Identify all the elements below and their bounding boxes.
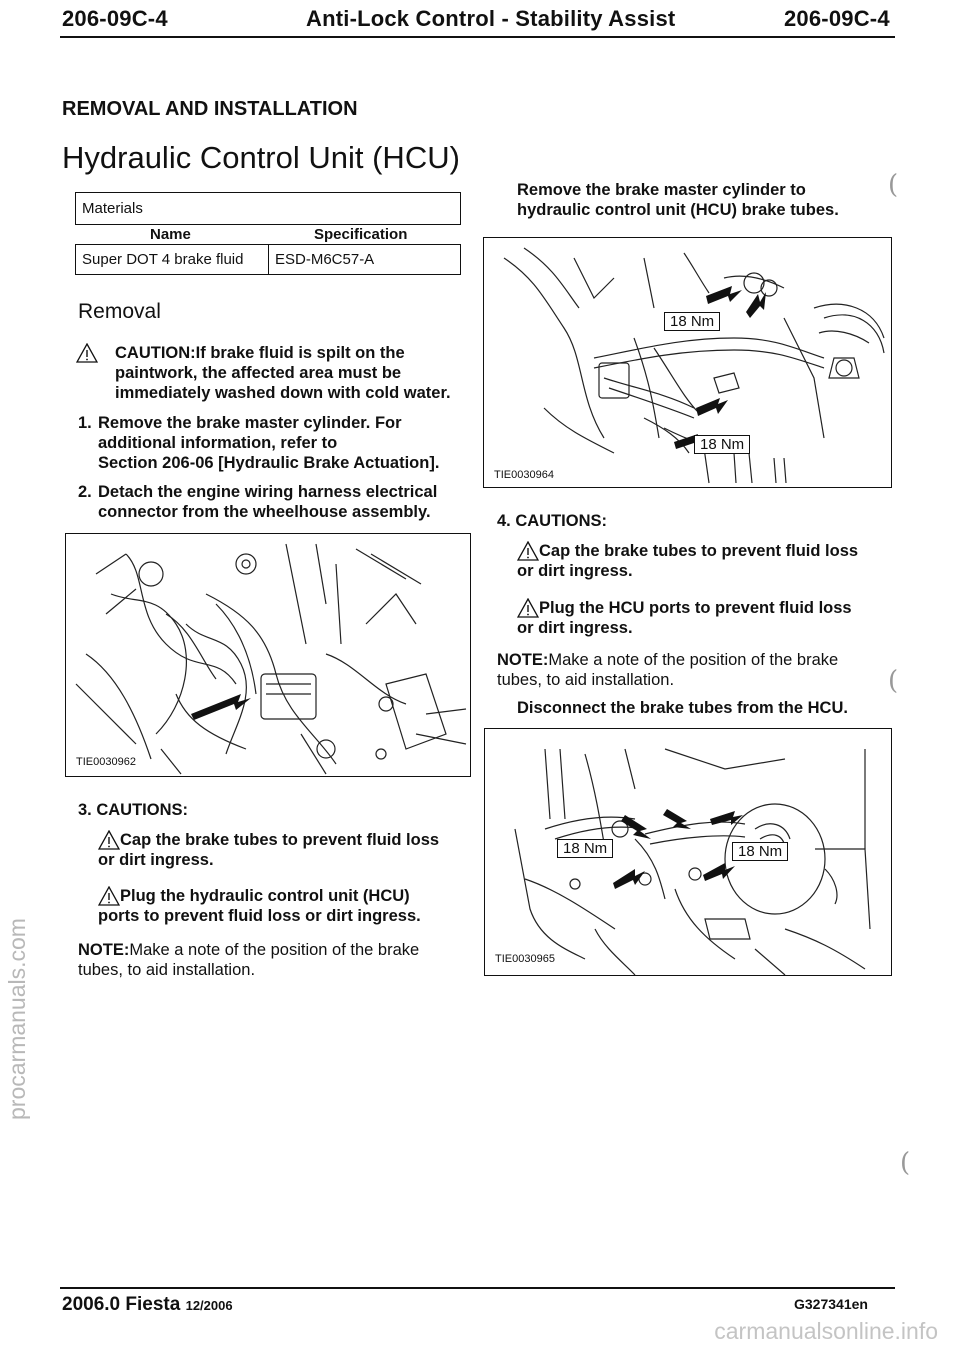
warning-triangle-icon (517, 541, 539, 561)
figure3-code: TIE0030965 (495, 953, 555, 965)
torque-label-b: 18 Nm (694, 435, 750, 454)
step3-caution1-line-1: Cap the brake tubes to prevent fluid loss (120, 831, 440, 849)
header-code-right: 206-09C-4 (784, 6, 890, 31)
footer-model-name: 2006.0 Fiesta (62, 1294, 181, 1315)
materials-title: Materials (82, 200, 143, 217)
materials-row (75, 244, 461, 275)
right-intro-line-1: Remove the brake master cylinder to (517, 181, 806, 199)
step4-caution2 (517, 598, 852, 638)
arrow-icon (706, 286, 742, 304)
step3-caution2-line-1: Plug the hydraulic control unit (HCU) (120, 887, 410, 905)
footer-doc-code: G327341en (794, 1296, 868, 1312)
arrow-icon (663, 809, 691, 829)
header-title: Anti-Lock Control - Stability Assist (306, 6, 676, 31)
watermark-side: procarmanuals.com (4, 918, 30, 1120)
removal-heading: Removal (78, 300, 161, 323)
header-code-left: 206-09C-4 (62, 6, 168, 31)
hcu-illustration (485, 729, 891, 975)
materials-col-name: Name (150, 226, 191, 243)
arrow-icon (191, 694, 251, 720)
arrow-icon (613, 869, 645, 889)
caution-label: CAUTION: (115, 344, 196, 362)
caution-line-1: If brake fluid is spilt on the (195, 344, 405, 362)
step3-caution2 (98, 886, 421, 926)
arrow-icon (746, 292, 766, 318)
arrow-icon (703, 863, 735, 881)
warning-triangle-icon (517, 598, 539, 618)
figure2-code: TIE0030964 (494, 469, 554, 481)
step4-note (497, 650, 838, 690)
step3-caution1-line-2: or dirt ingress. (98, 851, 214, 869)
warning-triangle-icon (76, 343, 98, 363)
engine-bay-illustration (66, 534, 470, 776)
section-heading: REMOVAL AND INSTALLATION (62, 98, 358, 120)
torque-label-a: 18 Nm (557, 839, 613, 858)
step3-heading: 3. CAUTIONS: (78, 801, 189, 819)
torque-label-b: 18 Nm (732, 842, 788, 861)
step3-note-line-1: Make a note of the position of the brake (129, 941, 420, 959)
step3-note-label: NOTE: (78, 941, 130, 959)
footer-date: 12/2006 (185, 1298, 233, 1313)
step2-text (98, 482, 437, 522)
right-intro-line-2: hydraulic control unit (HCU) brake tubes. (517, 201, 839, 219)
step4-action: Disconnect the brake tubes from the HCU. (517, 699, 848, 717)
step3-caution2-line-2: ports to prevent fluid loss or dirt ingress. (98, 907, 421, 925)
caution-main-text (115, 343, 451, 403)
header-rule (60, 36, 895, 38)
figure1-code: TIE0030962 (76, 756, 136, 768)
torque-label-a: 18 Nm (664, 312, 720, 331)
step4-caution1-line-1: Cap the brake tubes to prevent fluid loss (539, 542, 859, 560)
margin-bracket: ( (888, 170, 899, 200)
step2-line-1: Detach the engine wiring harness electrical (98, 483, 438, 501)
warning-triangle-icon (98, 830, 120, 850)
step1-line-1: Remove the brake master cylinder. For (98, 414, 402, 432)
page-title: Hydraulic Control Unit (HCU) (62, 140, 460, 175)
step4-heading: 4. CAUTIONS: (497, 512, 608, 530)
footer-rule (60, 1287, 895, 1289)
caution-line-2: paintwork, the affected area must be (115, 364, 402, 382)
figure-connector (65, 533, 471, 777)
step4-note-line-2: tubes, to aid installation. (497, 671, 675, 689)
step2-number: 2. (78, 483, 92, 501)
watermark-bottom: carmanualsonline.info (714, 1318, 938, 1344)
material-spec: ESD-M6C57-A (275, 251, 375, 268)
arrow-icon (696, 398, 728, 416)
step4-caution2-line-1: Plug the HCU ports to prevent fluid loss (539, 599, 852, 617)
step2-line-2: connector from the wheelhouse assembly. (98, 503, 431, 521)
footer-model (62, 1294, 233, 1316)
master-cylinder-illustration (484, 238, 891, 487)
figure-brake-tubes (483, 237, 892, 488)
step1-text (98, 413, 439, 473)
figure-hcu-tubes (484, 728, 892, 976)
step4-caution2-line-2: or dirt ingress. (517, 619, 633, 637)
material-name: Super DOT 4 brake fluid (76, 245, 269, 274)
step3-note (78, 940, 419, 980)
caution-line-3: immediately washed down with cold water. (115, 384, 451, 402)
materials-title-box (75, 192, 461, 225)
step1-line-2: additional information, refer to (98, 434, 338, 452)
step3-note-line-2: tubes, to aid installation. (78, 961, 256, 979)
step1-number: 1. (78, 414, 92, 432)
step4-note-line-1: Make a note of the position of the brake (548, 651, 839, 669)
materials-col-spec: Specification (314, 226, 408, 243)
margin-bracket: ( (888, 666, 899, 696)
right-intro (517, 180, 839, 220)
step4-caution1-line-2: or dirt ingress. (517, 562, 633, 580)
margin-bracket: ( (900, 1148, 911, 1178)
warning-triangle-icon (98, 886, 120, 906)
step4-caution1 (517, 541, 858, 581)
step3-caution1 (98, 830, 439, 870)
step4-note-label: NOTE: (497, 651, 549, 669)
step1-line-3[interactable]: Section 206-06 [Hydraulic Brake Actuation]. (98, 454, 440, 472)
